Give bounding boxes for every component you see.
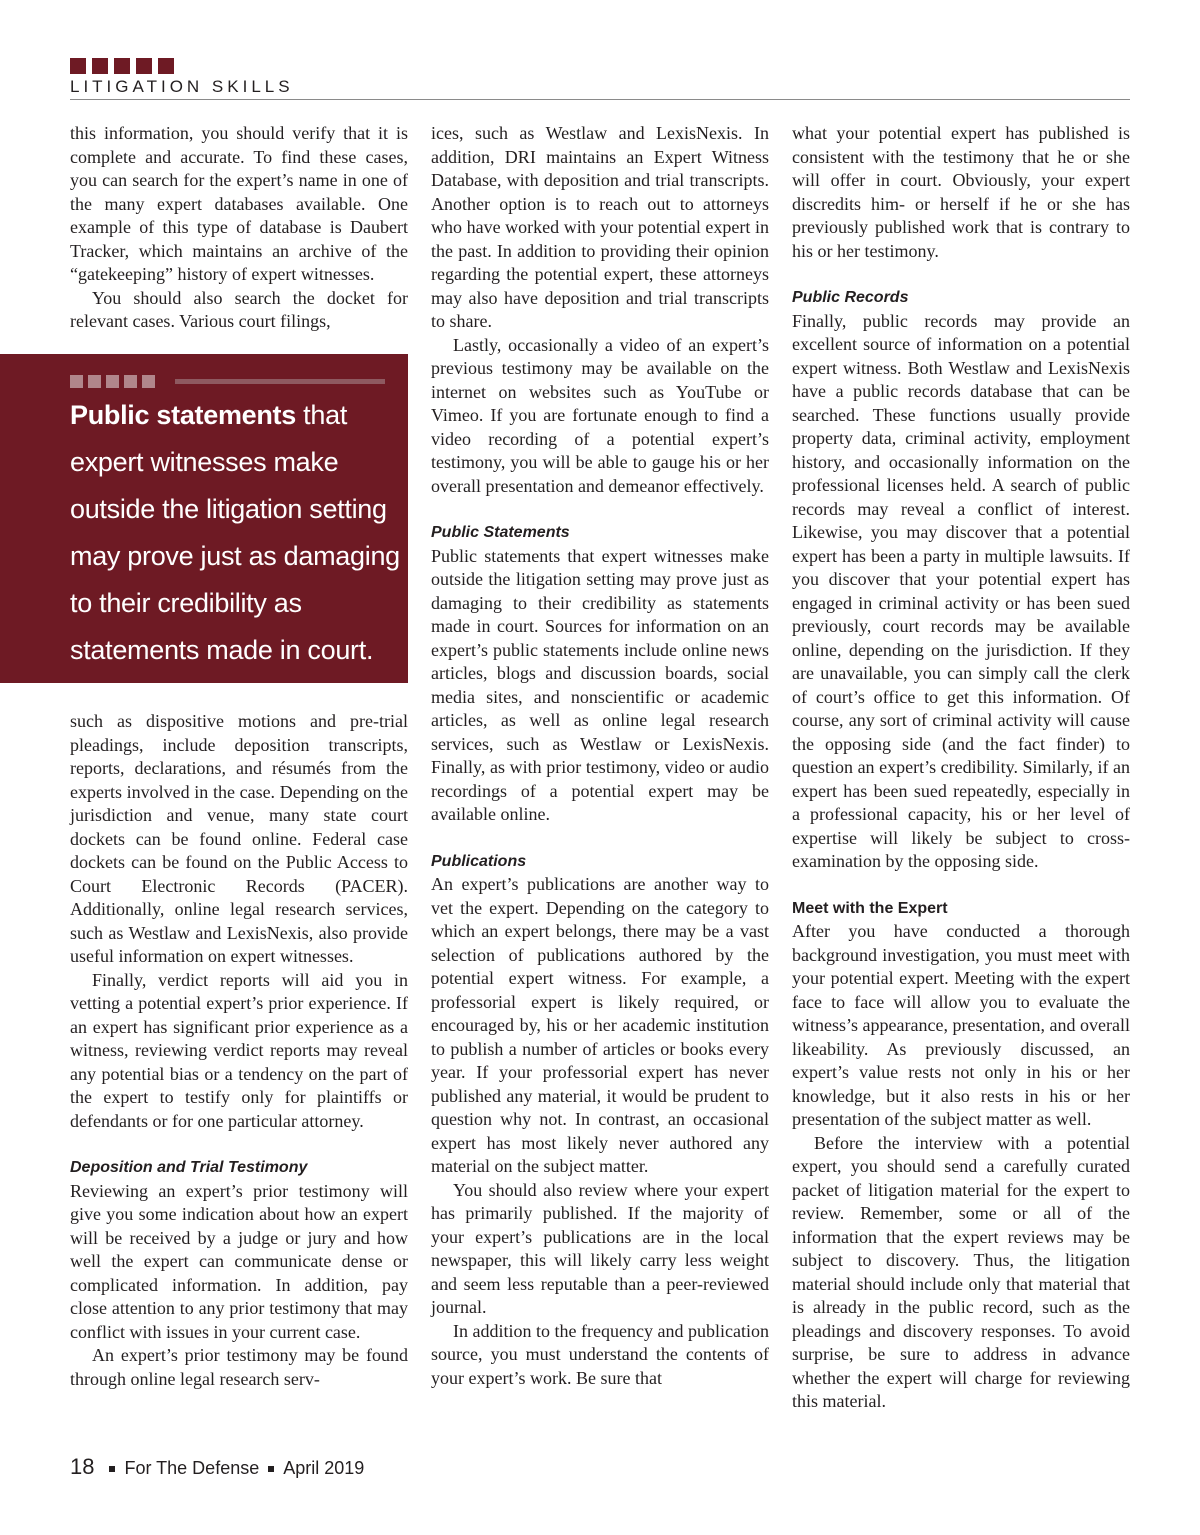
paragraph: You should also search the docket for relevant cases. Various court filings, [70,287,408,331]
publication-name: For The Defense [124,1458,260,1478]
paragraph: An expert’s prior testimony may be found through online legal research serv- [70,1345,408,1389]
column-1-top [70,122,408,334]
column-2 [431,122,769,1390]
header-square [92,58,108,74]
pullquote-square [142,375,155,388]
paragraph: Finally, verdict reports will aid you in vetting a potential expert’s prior experience. If an expert has significant prior experience as a witness, reviewing verdict reports may reveal any potential bias or a tendency on the part of the expert to testify only for plaintiffs or defendants or for one particular attorney. [70,969,408,1131]
pullquote-square [124,375,137,388]
paragraph: Finally, public records may provide an excellent source of information on a potential expert witness. Both Westlaw and LexisNexis have a public records database that can be searched. These functions usually provide property data, criminal activity, employment history, and occasionally information on the professional licenses held. A search of public records may reveal a conflict of interest. Likewise, you may discover that a potential expert has been a party in multiple lawsuits. If you discover that your potential expert has engaged in criminal activity or has been sued previously, court records may be available online, depending on the jurisdiction. If they are unavailable, you can simply call the clerk of court’s office to get this information. Of course, any sort of criminal activity will cause the opposing side (and the fact finder) to question an expert’s credibility. Similarly, if an expert has been sued repeatedly, especially in a professional capacity, his or her level of expertise will likely be subject to cross-examination by the opposing side. [792,310,1130,871]
subheading-public-records: Public Records [792,289,909,306]
header-square [158,58,174,74]
page-footer [70,1454,364,1481]
bullet-separator [268,1466,274,1472]
paragraph: what your potential expert has published is consistent with the testimony that he or she will offer in court. Obviously, your expert discredits him- or herself if he or she has previously published work that is contrary to his or her testimony. [792,123,1130,261]
pullquote-square [88,375,101,388]
paragraph: ices, such as Westlaw and LexisNexis. In addition, DRI maintains an Expert Witness Database, with deposition and trial transcripts. Another option is to reach out to attorneys who have worked with your potential expert in the past. In addition to providing their opinion regarding the potential expert, these attorneys may also have deposition and trial transcripts to share. [431,123,769,331]
column-1-bottom [70,710,408,1391]
header-rule [70,99,1130,100]
paragraph: Lastly, occasionally a video of an expert’s previous testimony may be available on the internet on websites such as YouTube or Vimeo. If you are fortunate enough to find a video recording of a potential expert’s testimony, you will be able to gauge his or her overall presentation and demeanor effectively. [431,334,769,496]
bullet-separator [109,1466,115,1472]
section-label: LITIGATION SKILLS [70,77,294,96]
paragraph: this information, you should verify that it is complete and accurate. To find these cases, you can search for the expert’s name in one of the many expert databases available. One example of this type of database is Daubert Tracker, which maintains an archive of the “gatekeeping” history of expert witnesses. [70,123,408,284]
subheading-publications: Publications [431,852,527,870]
paragraph: After you have conducted a thorough background investigation, you must meet with your potential expert. Meeting with the expert face to face will allow you to evaluate the witness’s appearance, presentation, and overall likeability. As previously discussed, an expert’s value rests not only in his or her knowledge, but it also rests in his or her presentation of the subject matter as well. [792,921,1130,1129]
subheading-public-statements: Public Statements [431,524,570,541]
paragraph: In addition to the frequency and publication source, you must understand the contents of your expert’s work. Be sure that [431,1320,769,1388]
paragraph: Reviewing an expert’s prior testimony will give you some indication about how an expert will be received by a judge or jury and how well the expert can communicate dense or complicated information. In addition, pay close attention to any prior testimony that may conflict with issues in your current case. [70,1180,408,1342]
heading-meet-with-expert: Meet with the Expert [792,899,948,917]
header-squares-decoration [70,58,1130,74]
paragraph: An expert’s publications are another way to vet the expert. Depending on the category to which an expert belongs, there may be a vast selection of publications authored by the potential expert witness. For example, a professorial expert is likely required, or encouraged by, his or her academic institution to publish a number of articles or books every year. If your professorial expert has never published any material, it would be prudent to question why not. In contrast, an occasional expert has most likely never authored any material on the subject matter. [431,874,769,1176]
subheading-deposition: Deposition and Trial Testimony [70,1159,308,1176]
page-header [70,58,1130,100]
pull-quote [0,354,408,683]
header-square [114,58,130,74]
issue-date: April 2019 [283,1458,365,1478]
header-square [136,58,152,74]
paragraph: such as dispositive motions and pre-trial pleadings, include deposition transcripts, reports, declarations, and résumés from the experts involved in the case. Depending on the jurisdiction and venue, many state court dockets can be found online. Federal case dockets can be found on the Public Access to Court Electronic Records (PACER). Additionally, online legal research services, such as Westlaw and LexisNexis, also provide useful information on expert witnesses. [70,711,408,966]
pullquote-text [70,392,400,674]
header-square [70,58,86,74]
pullquote-rule [175,379,385,384]
pullquote-square [70,375,83,388]
paragraph: Public statements that expert witnesses make outside the litigation setting may prove just as damaging to their credibility as statements made in court. Sources for information on an expert’s public statements include online news articles, blogs and discussion boards, social media sites, and nonscientific or academic articles, as well as online legal research services, such as Westlaw or LexisNexis. Finally, as with prior testimony, video or audio recordings of a potential expert may be available online. [431,545,769,824]
column-3 [792,122,1130,1414]
pullquote-squares-decoration [70,375,155,388]
page-number: 18 [70,1454,95,1479]
pullquote-bold: Public statements [70,400,296,430]
paragraph: Before the interview with a potential expert, you should send a carefully curated packet of litigation material for the expert to review. Remember, some or all of the information that the expert reviews may be subject to discovery. Thus, the litigation material should include only that material that is already in the public record, such as the pleadings and discovery responses. To avoid surprise, be sure to address in advance whether the expert will charge for reviewing this material. [792,1132,1130,1411]
paragraph: You should also review where your expert has primarily published. If the majority of your expert’s publications are in the local newspaper, this will likely carry less weight and seem less reputable than a peer-reviewed journal. [431,1179,769,1317]
pullquote-square [106,375,119,388]
pullquote-rest: that expert witnesses make outside the litigation setting may prove just as damaging to their credibility as statements made in court. [70,400,400,665]
